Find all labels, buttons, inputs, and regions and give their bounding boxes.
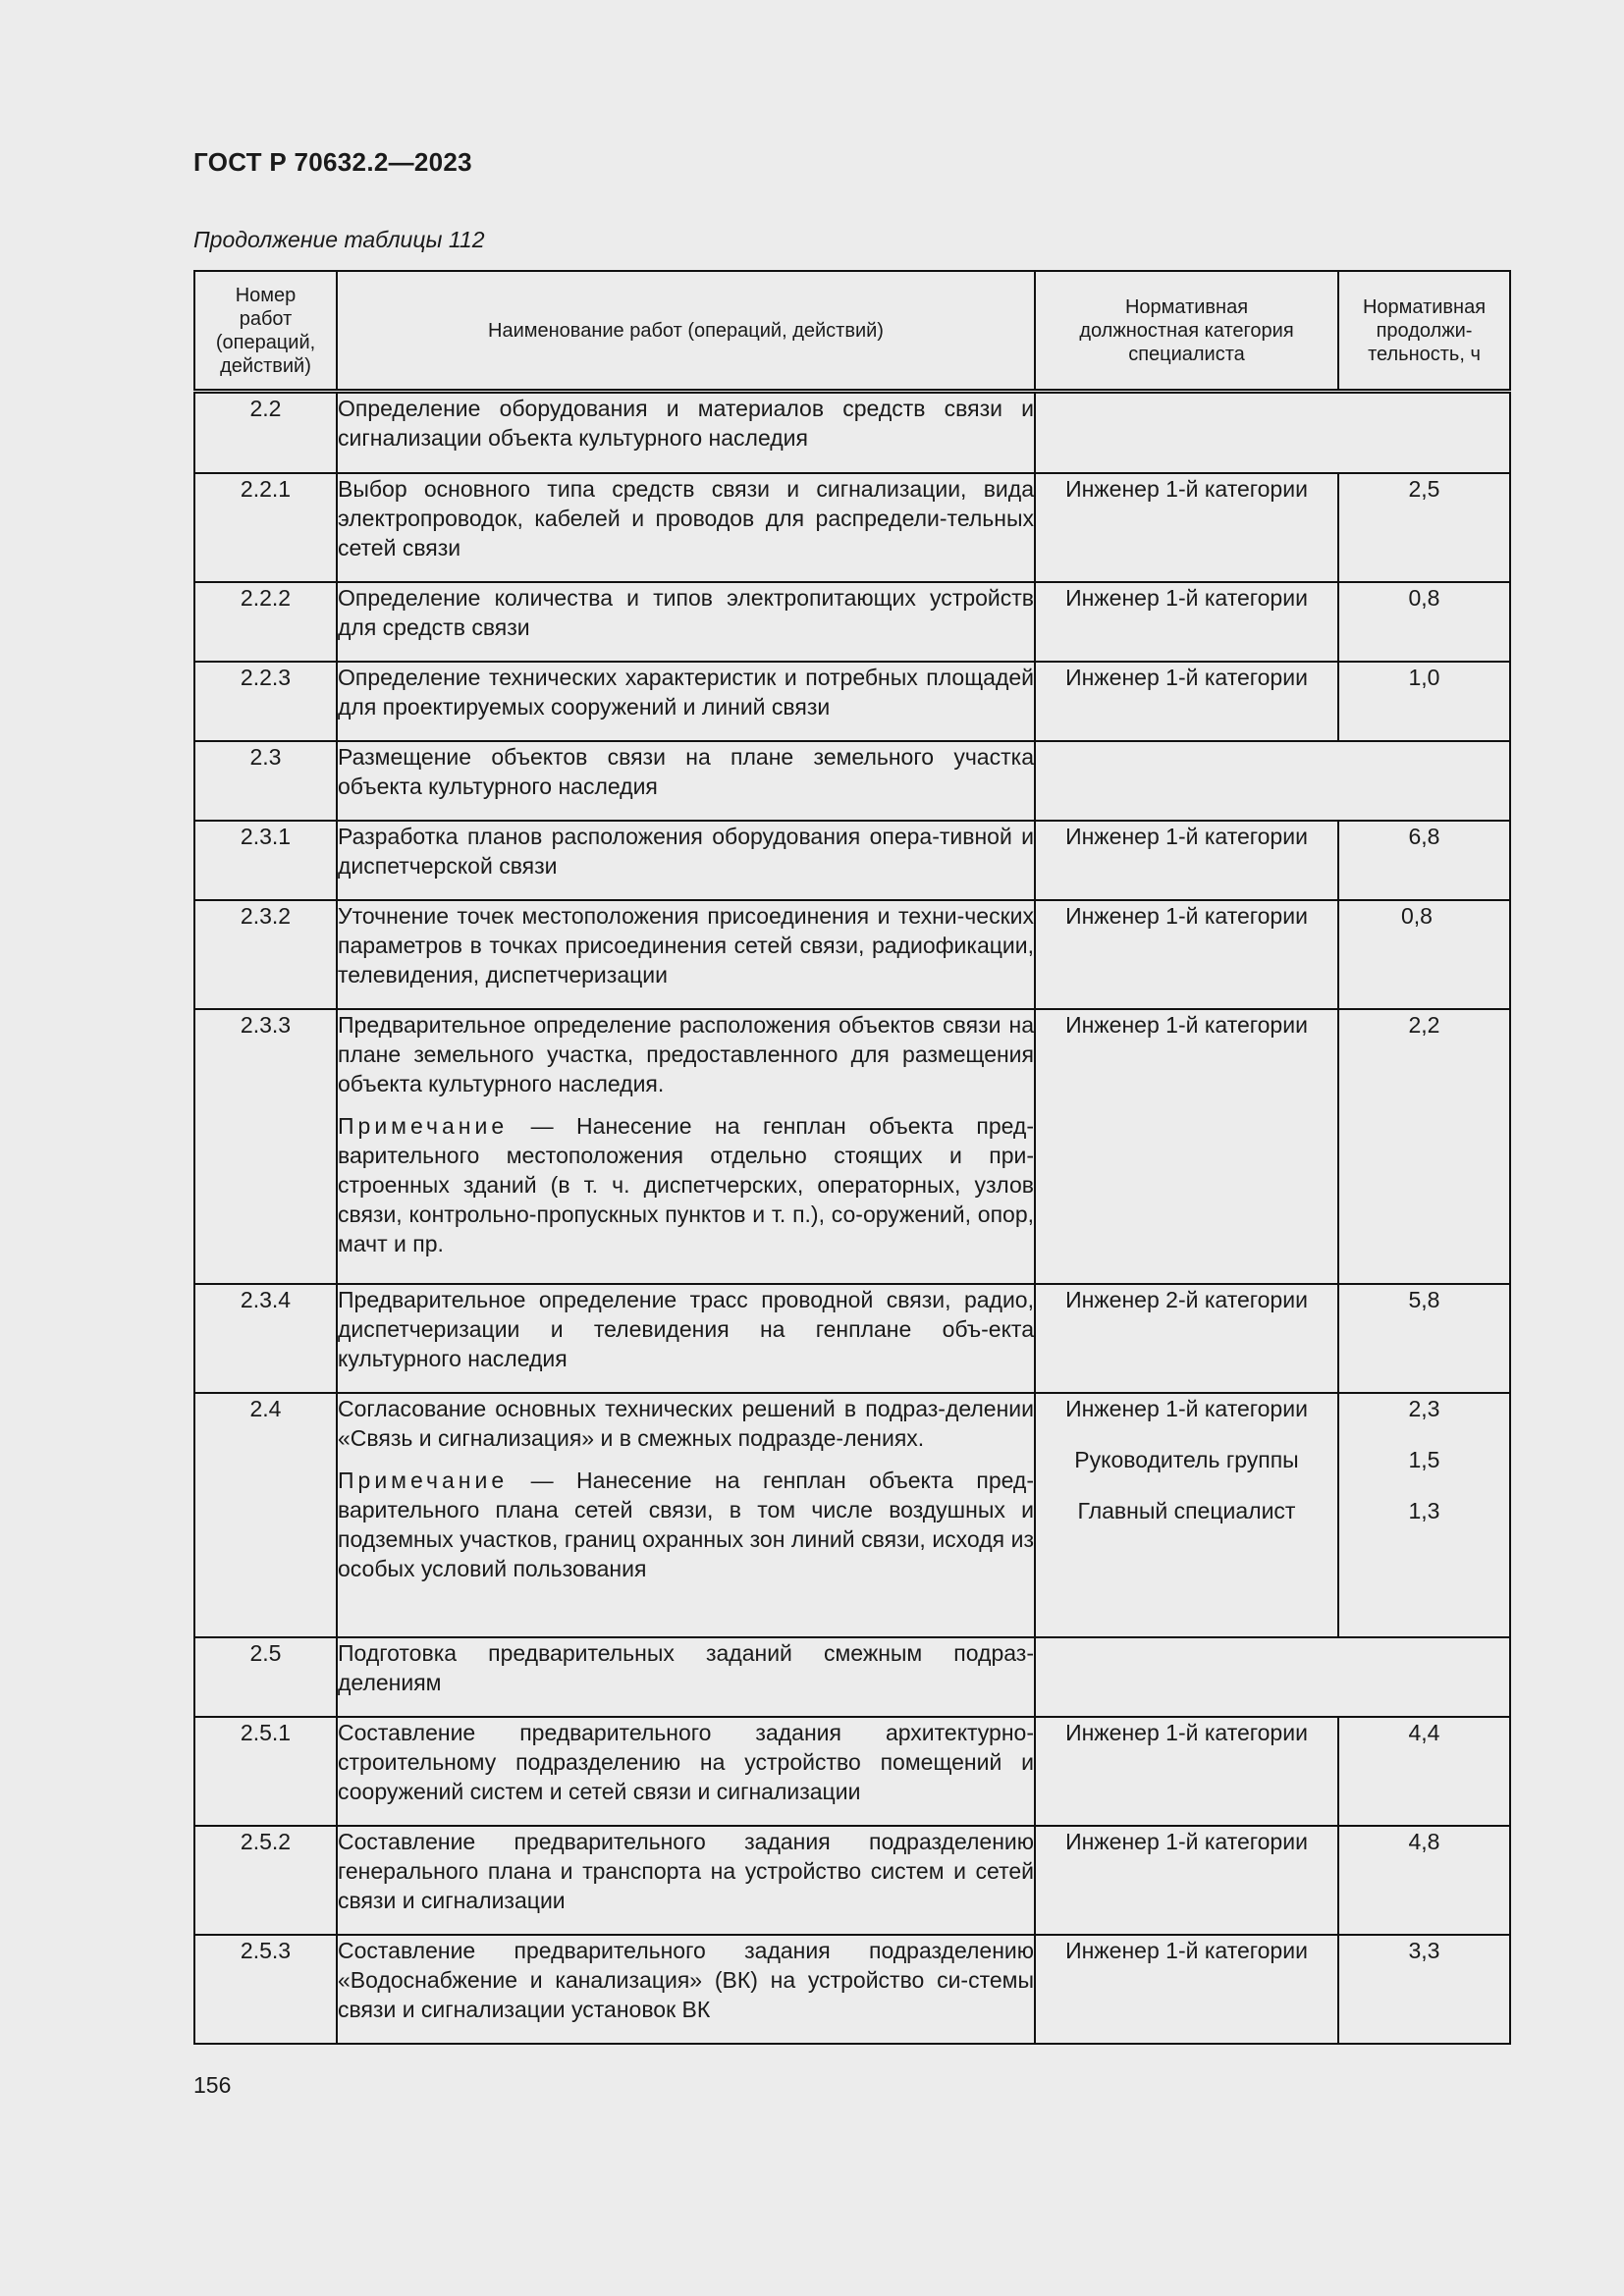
row-duration: 5,8 bbox=[1338, 1284, 1510, 1393]
table-row bbox=[194, 582, 1510, 662]
row-name-text: Составление предварительного задания подразделению генерального плана и транспорта на устройство систем и сетей связи и сигнализации bbox=[338, 1828, 1034, 1913]
row-name bbox=[337, 582, 1035, 662]
row-name bbox=[337, 821, 1035, 900]
row-name-text: Составление предварительного задания подразделению «Водоснабжение и канализация» (ВК) на устройство си-стемы связи и сигнализации установок ВК bbox=[338, 1937, 1034, 2022]
row-category: Инженер 1-й категории bbox=[1035, 662, 1338, 741]
table-row bbox=[194, 741, 1510, 821]
row-name-text: Подготовка предварительных заданий смежным подраз-делениям bbox=[338, 1639, 1034, 1695]
row-name bbox=[337, 1393, 1035, 1637]
note-text: — Нанесение на генплан объекта пред-варительного плана сетей связи, в том числе воздушных и подземных участков, границ охранных зон линий связи, исходя из особых условий пользования bbox=[338, 1467, 1034, 1581]
row-name-text: Предварительное определение расположения объектов связи на плане земельного участка, предоставленного для размещения объекта культурного наследия. bbox=[338, 1011, 1034, 1096]
page-number: 156 bbox=[193, 2072, 232, 2098]
table-row bbox=[194, 1009, 1510, 1284]
table-row bbox=[194, 662, 1510, 741]
row-duration bbox=[1338, 1393, 1510, 1637]
row-duration: 6,8 bbox=[1338, 821, 1510, 900]
col-header-category bbox=[1035, 271, 1338, 392]
row-name bbox=[337, 473, 1035, 582]
table-row bbox=[194, 1935, 1510, 2044]
header-line: Номер bbox=[235, 284, 297, 306]
row-name bbox=[337, 1717, 1035, 1826]
category-line: Главный специалист bbox=[1077, 1497, 1296, 1523]
row-number: 2.3 bbox=[194, 741, 337, 821]
row-number: 2.4 bbox=[194, 1393, 337, 1637]
row-number: 2.5.3 bbox=[194, 1935, 337, 2044]
header-line: работ bbox=[239, 307, 293, 330]
table-row bbox=[194, 1637, 1510, 1717]
row-name-text: Определение технических характеристик и потребных площадей для проектируемых сооружений и линий связи bbox=[338, 664, 1034, 720]
category-line: Руководитель группы bbox=[1074, 1446, 1299, 1472]
table-row bbox=[194, 1826, 1510, 1935]
row-category: Инженер 1-й категории bbox=[1035, 1717, 1338, 1826]
row-category: Инженер 1-й категории bbox=[1035, 821, 1338, 900]
table-row bbox=[194, 1717, 1510, 1826]
document-code: ГОСТ Р 70632.2—2023 bbox=[193, 147, 472, 177]
row-name bbox=[337, 741, 1035, 821]
row-number: 2.3.4 bbox=[194, 1284, 337, 1393]
row-note bbox=[338, 1111, 1034, 1258]
header-line: Нормативная bbox=[1124, 295, 1249, 318]
row-number: 2.3.1 bbox=[194, 821, 337, 900]
row-empty-cell bbox=[1035, 741, 1510, 821]
row-duration: 2,5 bbox=[1338, 473, 1510, 582]
row-name-text: Уточнение точек местоположения присоединения и техни-ческих параметров в точках присоединения сетей связи, радиофикации, телевидения, диспетчеризации bbox=[338, 902, 1034, 988]
row-name-text: Размещение объектов связи на плане земельного участка объекта культурного наследия bbox=[338, 743, 1034, 799]
duration-line: 2,3 bbox=[1408, 1395, 1440, 1421]
table-row bbox=[194, 473, 1510, 582]
row-number: 2.2.1 bbox=[194, 473, 337, 582]
header-line: (операций, bbox=[215, 331, 316, 353]
note-text: — Нанесение на генплан объекта пред-варительного местоположения отдельно стоящих и при-строенных зданий (в т. ч. диспетчерских, операторных, узлов связи, контрольно-пропускных пунктов и т. п.), со-оружений, опор, мачт и пр. bbox=[338, 1112, 1034, 1256]
header-line: должностная категория bbox=[1079, 319, 1294, 342]
table-header-row bbox=[194, 271, 1510, 392]
row-name bbox=[337, 1935, 1035, 2044]
table-row bbox=[194, 1393, 1510, 1637]
row-category: Инженер 1-й категории bbox=[1035, 900, 1338, 1009]
header-line: Нормативная bbox=[1362, 295, 1487, 318]
col-header-number bbox=[194, 271, 337, 392]
row-duration: 2,2 bbox=[1338, 1009, 1510, 1284]
row-category: Инженер 1-й категории bbox=[1035, 1009, 1338, 1284]
table-row bbox=[194, 900, 1510, 1009]
col-header-name: Наименование работ (операций, действий) bbox=[337, 271, 1035, 392]
note-label: Примечание bbox=[338, 1112, 509, 1139]
row-number: 2.5.2 bbox=[194, 1826, 337, 1935]
row-name bbox=[337, 900, 1035, 1009]
row-number: 2.2.3 bbox=[194, 662, 337, 741]
row-category: Инженер 1-й категории bbox=[1035, 473, 1338, 582]
row-name-text: Выбор основного типа средств связи и сигнализации, вида электропроводок, кабелей и проводов для распредели-тельных сетей связи bbox=[338, 475, 1034, 561]
table-row bbox=[194, 821, 1510, 900]
note-label: Примечание bbox=[338, 1467, 509, 1493]
table-row bbox=[194, 392, 1510, 473]
row-category: Инженер 1-й категории bbox=[1035, 1826, 1338, 1935]
row-name bbox=[337, 662, 1035, 741]
row-duration: 4,4 bbox=[1338, 1717, 1510, 1826]
row-name bbox=[337, 1009, 1035, 1284]
duration-line: 1,5 bbox=[1408, 1446, 1440, 1472]
row-category: Инженер 1-й категории bbox=[1035, 582, 1338, 662]
row-number: 2.5.1 bbox=[194, 1717, 337, 1826]
row-name-text: Определение оборудования и материалов средств связи и сигнализации объекта культурного наследия bbox=[338, 396, 1034, 451]
row-name-text: Разработка планов расположения оборудования опера-тивной и диспетчерской связи bbox=[338, 823, 1034, 879]
row-duration: 4,8 bbox=[1338, 1826, 1510, 1935]
duration-line: 1,3 bbox=[1408, 1497, 1440, 1523]
row-number: 2.2.2 bbox=[194, 582, 337, 662]
row-number: 2.5 bbox=[194, 1637, 337, 1717]
norms-table bbox=[193, 270, 1511, 2045]
row-number: 2.3.3 bbox=[194, 1009, 337, 1284]
row-name bbox=[337, 392, 1035, 473]
row-empty-cell bbox=[1035, 392, 1510, 473]
table-row bbox=[194, 1284, 1510, 1393]
row-name bbox=[337, 1637, 1035, 1717]
table-caption: Продолжение таблицы 112 bbox=[193, 227, 485, 252]
row-duration: 0,8 bbox=[1338, 582, 1510, 662]
row-category bbox=[1035, 1393, 1338, 1637]
row-category: Инженер 1-й категории bbox=[1035, 1935, 1338, 2044]
row-name-text: Определение количества и типов электропитающих устройств для средств связи bbox=[338, 584, 1034, 640]
header-line: действий) bbox=[220, 354, 311, 377]
category-line: Инженер 1-й категории bbox=[1065, 1395, 1308, 1421]
row-name-text: Составление предварительного задания архитектурно-строительному подразделению на устройство помещений и сооружений систем и сетей связи и сигнализации bbox=[338, 1719, 1034, 1804]
row-empty-cell bbox=[1035, 1637, 1510, 1717]
row-name bbox=[337, 1826, 1035, 1935]
row-number: 2.3.2 bbox=[194, 900, 337, 1009]
row-category: Инженер 2-й категории bbox=[1035, 1284, 1338, 1393]
row-duration: 3,3 bbox=[1338, 1935, 1510, 2044]
row-name-text: Согласование основных технических решений в подраз-делении «Связь и сигнализация» и в смежных подразде-лениях. bbox=[338, 1395, 1034, 1451]
header-line: специалиста bbox=[1128, 343, 1245, 365]
header-line: тельность, ч bbox=[1368, 343, 1481, 365]
row-duration: 1,0 bbox=[1338, 662, 1510, 741]
header-line: продолжи- bbox=[1376, 319, 1473, 342]
col-header-duration bbox=[1338, 271, 1510, 392]
row-duration: 0,8 bbox=[1338, 900, 1510, 1009]
row-number: 2.2 bbox=[194, 392, 337, 473]
row-name-text: Предварительное определение трасс проводной связи, радио, диспетчеризации и телевидения на генплане объ-екта культурного наследия bbox=[338, 1286, 1034, 1371]
row-name bbox=[337, 1284, 1035, 1393]
row-note bbox=[338, 1466, 1034, 1583]
